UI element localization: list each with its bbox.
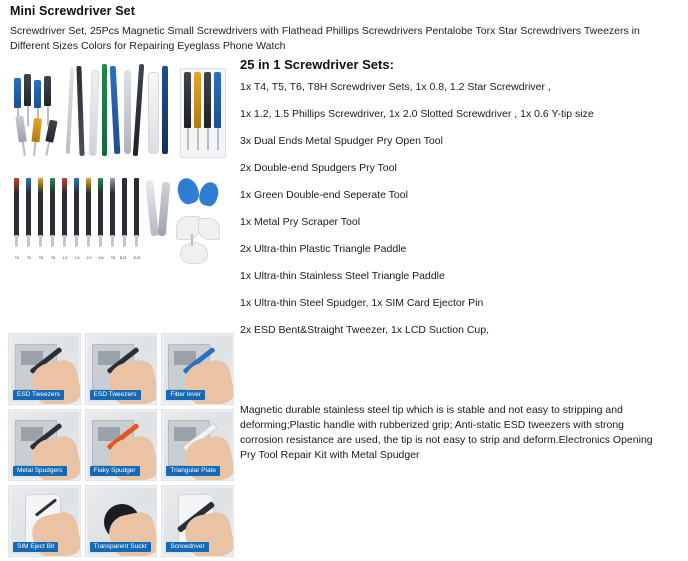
spec-line: 1x Ultra-thin Steel Spudger, 1x SIM Card Ejector Pin bbox=[240, 297, 484, 309]
thumb-transparent-sucker[interactable] bbox=[85, 485, 158, 557]
screwdriver-set-kit-photo bbox=[8, 60, 230, 165]
spec-line: 2x ESD Bent&Straight Tweezer, 1x LCD Suction Cup, bbox=[240, 324, 490, 336]
thumb-metal-spudgers[interactable] bbox=[8, 409, 81, 481]
thumbnail-caption: Flaky Spudger bbox=[90, 466, 140, 476]
thumbnail-caption: Fiber lever bbox=[166, 390, 205, 400]
spec-line: 2x Double-end Spudgers Pry Tool bbox=[240, 162, 397, 174]
colored-screwdrivers-photo bbox=[8, 172, 230, 272]
spec-line: 1x Metal Pry Scraper Tool bbox=[240, 216, 361, 228]
spec-line: 1x Green Double-end Seperate Tool bbox=[240, 189, 408, 201]
spec-line: 1x Ultra-thin Stainless Steel Triangle Paddle bbox=[240, 270, 445, 282]
thumbnail-row bbox=[8, 409, 234, 481]
spec-line: 3x Dual Ends Metal Spudger Pry Open Tool bbox=[240, 135, 443, 147]
thumbnail-caption: ESD Tweezers bbox=[13, 390, 64, 400]
thumb-esd-tweezers-2[interactable] bbox=[85, 333, 158, 405]
page-title: Mini Screwdriver Set bbox=[10, 4, 135, 18]
thumb-screwdriver[interactable] bbox=[161, 485, 234, 557]
thumbnail-grid bbox=[8, 333, 234, 561]
product-subtitle: Screwdriver Set, 25Pcs Magnetic Small Screwdrivers with Flathead Phillips Screwdrivers Pentalobe Torx Star Screwdrivers Tweezers in Different Sizes Colors for Repairing Eyeglass Phone Watch bbox=[10, 25, 640, 52]
thumb-sim-eject-bit[interactable] bbox=[8, 485, 81, 557]
spec-line: 1x 1.2, 1.5 Phillips Screwdriver, 1x 2.0 Slotted Screwdriver , 1x 0.6 Y-tip size bbox=[240, 108, 594, 120]
thumbnail-row bbox=[8, 485, 234, 557]
spec-list bbox=[240, 80, 680, 350]
thumbnail-caption: SIM Eject Bit bbox=[13, 542, 58, 552]
thumb-flaky-spudger[interactable] bbox=[85, 409, 158, 481]
thumbnail-caption: Screwdriver bbox=[166, 542, 208, 552]
thumb-triangular-plate[interactable] bbox=[161, 409, 234, 481]
top-gallery bbox=[8, 60, 230, 272]
thumbnail-caption: Metal Spudgers bbox=[13, 466, 67, 476]
product-description: Magnetic durable stainless steel tip which is is stable and not easy to stripping and deforming;Plastic handle with rubberized grip; Anti-static ESD tweezers with strong corrosion resistance are used, the tip is not easy to strip and deform.Electronics Opening Pry Tool Repair Kit with Metal Spudger bbox=[240, 404, 653, 461]
spec-heading: 25 in 1 Screwdriver Sets: bbox=[240, 57, 394, 72]
bit-row: T4 T5 T6 T8 1.2 1.5 2.0 0.6 T8 E13 E15 bbox=[12, 178, 144, 250]
thumbnail-caption: Transparent Suckr bbox=[90, 542, 151, 552]
thumbnail-caption: Triangular Plate bbox=[166, 466, 220, 476]
thumbnail-caption: ESD Tweezers bbox=[90, 390, 141, 400]
thumb-esd-tweezers-1[interactable] bbox=[8, 333, 81, 405]
thumb-fiber-lever[interactable] bbox=[161, 333, 234, 405]
spec-line: 1x T4, T5, T6, T8H Screwdriver Sets, 1x 0.8, 1.2 Star Screwdriver , bbox=[240, 81, 551, 93]
spec-line: 2x Ultra-thin Plastic Triangle Paddle bbox=[240, 243, 407, 255]
thumbnail-row bbox=[8, 333, 234, 405]
